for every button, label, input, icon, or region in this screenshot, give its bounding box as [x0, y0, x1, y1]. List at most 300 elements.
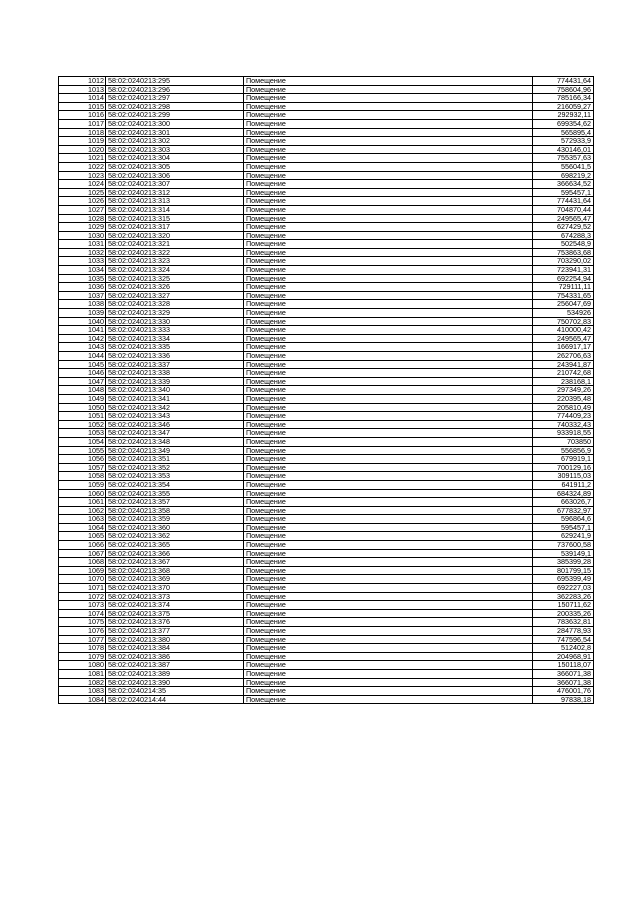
row-number-cell: 1037 — [59, 291, 106, 300]
object-type-cell: Помещение — [244, 223, 533, 232]
table-row — [59, 266, 594, 275]
cadastral-number-cell: 58:02:0240213:355 — [106, 489, 244, 498]
cadastral-value-cell: 430146,01 — [533, 145, 594, 154]
cadastral-value-cell: 362283,26 — [533, 592, 594, 601]
cadastral-number-cell: 58:02:0240213:326 — [106, 283, 244, 292]
cadastral-value-cell: 729111,11 — [533, 283, 594, 292]
cadastral-value-cell: 755357,63 — [533, 154, 594, 163]
cadastral-value-cell: 674288,3 — [533, 231, 594, 240]
row-number-cell: 1049 — [59, 394, 106, 403]
table-row — [59, 197, 594, 206]
row-number-cell: 1032 — [59, 248, 106, 257]
row-number-cell: 1027 — [59, 205, 106, 214]
row-number-cell: 1067 — [59, 549, 106, 558]
object-type-cell: Помещение — [244, 326, 533, 335]
table-row — [59, 429, 594, 438]
table-row — [59, 386, 594, 395]
cadastral-value-cell: 502548,9 — [533, 240, 594, 249]
object-type-cell: Помещение — [244, 343, 533, 352]
cadastral-value-cell: 309115,03 — [533, 472, 594, 481]
cadastral-value-cell: 572933,9 — [533, 137, 594, 146]
row-number-cell: 1043 — [59, 343, 106, 352]
cadastral-number-cell: 58:02:0240213:352 — [106, 463, 244, 472]
cadastral-value-cell: 205810,49 — [533, 403, 594, 412]
cadastral-value-cell: 692254,94 — [533, 274, 594, 283]
cadastral-number-cell: 58:02:0240213:299 — [106, 111, 244, 120]
row-number-cell: 1079 — [59, 652, 106, 661]
object-type-cell: Помещение — [244, 498, 533, 507]
cadastral-value-cell: 556856,9 — [533, 446, 594, 455]
cadastral-value-cell: 692227,03 — [533, 584, 594, 593]
row-number-cell: 1020 — [59, 145, 106, 154]
object-type-cell: Помещение — [244, 248, 533, 257]
cadastral-number-cell: 58:02:0240213:341 — [106, 394, 244, 403]
row-number-cell: 1058 — [59, 472, 106, 481]
object-type-cell: Помещение — [244, 549, 533, 558]
cadastral-number-cell: 58:02:0240213:362 — [106, 532, 244, 541]
row-number-cell: 1050 — [59, 403, 106, 412]
table-row — [59, 412, 594, 421]
cadastral-number-cell: 58:02:0240213:313 — [106, 197, 244, 206]
cadastral-number-cell: 58:02:0240213:306 — [106, 171, 244, 180]
object-type-cell: Помещение — [244, 162, 533, 171]
cadastral-value-cell: 774431,64 — [533, 197, 594, 206]
cadastral-number-cell: 58:02:0240214:44 — [106, 695, 244, 704]
row-number-cell: 1065 — [59, 532, 106, 541]
row-number-cell: 1057 — [59, 463, 106, 472]
table-row — [59, 317, 594, 326]
object-type-cell: Помещение — [244, 369, 533, 378]
table-row — [59, 498, 594, 507]
table-row — [59, 592, 594, 601]
cadastral-number-cell: 58:02:0240213:349 — [106, 446, 244, 455]
row-number-cell: 1063 — [59, 515, 106, 524]
object-type-cell: Помещение — [244, 94, 533, 103]
object-type-cell: Помещение — [244, 274, 533, 283]
object-type-cell: Помещение — [244, 420, 533, 429]
row-number-cell: 1038 — [59, 300, 106, 309]
object-type-cell: Помещение — [244, 412, 533, 421]
cadastral-number-cell: 58:02:0240213:386 — [106, 652, 244, 661]
cadastral-number-cell: 58:02:0240213:376 — [106, 618, 244, 627]
object-type-cell: Помещение — [244, 197, 533, 206]
cadastral-value-cell: 754331,65 — [533, 291, 594, 300]
cadastral-value-cell: 512402,8 — [533, 644, 594, 653]
cadastral-value-cell: 262706,63 — [533, 352, 594, 361]
object-type-cell: Помещение — [244, 334, 533, 343]
cadastral-value-cell: 249565,47 — [533, 214, 594, 223]
table-row — [59, 162, 594, 171]
row-number-cell: 1084 — [59, 695, 106, 704]
object-type-cell: Помещение — [244, 489, 533, 498]
table-row — [59, 627, 594, 636]
object-type-cell: Помещение — [244, 480, 533, 489]
object-type-cell: Помещение — [244, 446, 533, 455]
object-type-cell: Помещение — [244, 145, 533, 154]
table-row — [59, 291, 594, 300]
cadastral-number-cell: 58:02:0240213:324 — [106, 266, 244, 275]
cadastral-value-cell: 698219,2 — [533, 171, 594, 180]
cadastral-number-cell: 58:02:0240213:343 — [106, 412, 244, 421]
cadastral-value-cell: 150118,07 — [533, 661, 594, 670]
row-number-cell: 1056 — [59, 455, 106, 464]
cadastral-number-cell: 58:02:0240213:295 — [106, 77, 244, 86]
cadastral-number-cell: 58:02:0240213:296 — [106, 85, 244, 94]
cadastral-number-cell: 58:02:0240213:320 — [106, 231, 244, 240]
cadastral-value-cell: 534926 — [533, 309, 594, 318]
table-row — [59, 480, 594, 489]
cadastral-number-cell: 58:02:0240213:307 — [106, 180, 244, 189]
object-type-cell: Помещение — [244, 541, 533, 550]
object-type-cell: Помещение — [244, 119, 533, 128]
cadastral-number-cell: 58:02:0240213:366 — [106, 549, 244, 558]
row-number-cell: 1018 — [59, 128, 106, 137]
table-row — [59, 326, 594, 335]
table-row — [59, 515, 594, 524]
cadastral-value-cell: 641911,2 — [533, 480, 594, 489]
table-row — [59, 661, 594, 670]
cadastral-number-cell: 58:02:0240213:340 — [106, 386, 244, 395]
table-row — [59, 343, 594, 352]
table-row — [59, 644, 594, 653]
object-type-cell: Помещение — [244, 377, 533, 386]
cadastral-value-cell: 292932,11 — [533, 111, 594, 120]
row-number-cell: 1076 — [59, 627, 106, 636]
cadastral-value-cell: 200335,26 — [533, 609, 594, 618]
row-number-cell: 1068 — [59, 558, 106, 567]
row-number-cell: 1025 — [59, 188, 106, 197]
cadastral-value-cell: 740332,43 — [533, 420, 594, 429]
cadastral-value-cell: 737600,58 — [533, 541, 594, 550]
cadastral-number-cell: 58:02:0240213:317 — [106, 223, 244, 232]
cadastral-value-cell: 366071,38 — [533, 678, 594, 687]
cadastral-number-cell: 58:02:0240214:35 — [106, 687, 244, 696]
cadastral-value-cell: 565895,4 — [533, 128, 594, 137]
object-type-cell: Помещение — [244, 111, 533, 120]
table-row — [59, 205, 594, 214]
cadastral-number-cell: 58:02:0240213:325 — [106, 274, 244, 283]
cadastral-value-cell: 801799,15 — [533, 566, 594, 575]
cadastral-number-cell: 58:02:0240213:314 — [106, 205, 244, 214]
object-type-cell: Помещение — [244, 515, 533, 524]
cadastral-value-cell: 595457,1 — [533, 188, 594, 197]
object-type-cell: Помещение — [244, 188, 533, 197]
object-type-cell: Помещение — [244, 171, 533, 180]
cadastral-value-cell: 539149,1 — [533, 549, 594, 558]
cadastral-value-cell: 753863,68 — [533, 248, 594, 257]
object-type-cell: Помещение — [244, 472, 533, 481]
cadastral-number-cell: 58:02:0240213:368 — [106, 566, 244, 575]
table-row — [59, 274, 594, 283]
table-row — [59, 506, 594, 515]
object-type-cell: Помещение — [244, 695, 533, 704]
table-row — [59, 635, 594, 644]
table-row — [59, 137, 594, 146]
table-row — [59, 549, 594, 558]
cadastral-value-cell: 166917,17 — [533, 343, 594, 352]
object-type-cell: Помещение — [244, 558, 533, 567]
object-type-cell: Помещение — [244, 575, 533, 584]
cadastral-value-cell: 699354,62 — [533, 119, 594, 128]
row-number-cell: 1026 — [59, 197, 106, 206]
cadastral-number-cell: 58:02:0240213:301 — [106, 128, 244, 137]
cadastral-value-cell: 700129,16 — [533, 463, 594, 472]
cadastral-number-cell: 58:02:0240213:312 — [106, 188, 244, 197]
cadastral-number-cell: 58:02:0240213:351 — [106, 455, 244, 464]
object-type-cell: Помещение — [244, 128, 533, 137]
table-row — [59, 248, 594, 257]
table-row — [59, 575, 594, 584]
cadastral-number-cell: 58:02:0240213:305 — [106, 162, 244, 171]
cadastral-number-cell: 58:02:0240213:359 — [106, 515, 244, 524]
table-row — [59, 377, 594, 386]
row-number-cell: 1082 — [59, 678, 106, 687]
row-number-cell: 1021 — [59, 154, 106, 163]
table-row — [59, 77, 594, 86]
object-type-cell: Помещение — [244, 652, 533, 661]
cadastral-value-cell: 410000,42 — [533, 326, 594, 335]
cadastral-value-cell: 723941,31 — [533, 266, 594, 275]
table-row — [59, 111, 594, 120]
row-number-cell: 1052 — [59, 420, 106, 429]
cadastral-number-cell: 58:02:0240213:321 — [106, 240, 244, 249]
cadastral-number-cell: 58:02:0240213:380 — [106, 635, 244, 644]
cadastral-value-cell: 663026,7 — [533, 498, 594, 507]
cadastral-value-cell: 695399,49 — [533, 575, 594, 584]
object-type-cell: Помещение — [244, 317, 533, 326]
table-row — [59, 420, 594, 429]
object-type-cell: Помещение — [244, 601, 533, 610]
object-type-cell: Помещение — [244, 532, 533, 541]
row-number-cell: 1013 — [59, 85, 106, 94]
cadastral-number-cell: 58:02:0240213:375 — [106, 609, 244, 618]
cadastral-value-cell: 297349,26 — [533, 386, 594, 395]
object-type-cell: Помещение — [244, 231, 533, 240]
row-number-cell: 1080 — [59, 661, 106, 670]
row-number-cell: 1039 — [59, 309, 106, 318]
cadastral-number-cell: 58:02:0240213:373 — [106, 592, 244, 601]
cadastral-number-cell: 58:02:0240213:335 — [106, 343, 244, 352]
object-type-cell: Помещение — [244, 429, 533, 438]
row-number-cell: 1069 — [59, 566, 106, 575]
row-number-cell: 1014 — [59, 94, 106, 103]
table-row — [59, 609, 594, 618]
cadastral-value-cell: 256047,69 — [533, 300, 594, 309]
object-type-cell: Помещение — [244, 584, 533, 593]
cadastral-number-cell: 58:02:0240213:390 — [106, 678, 244, 687]
object-type-cell: Помещение — [244, 309, 533, 318]
object-type-cell: Помещение — [244, 205, 533, 214]
table-row — [59, 94, 594, 103]
table-row — [59, 257, 594, 266]
cadastral-number-cell: 58:02:0240213:365 — [106, 541, 244, 550]
table-row — [59, 669, 594, 678]
row-number-cell: 1053 — [59, 429, 106, 438]
cadastral-number-cell: 58:02:0240213:297 — [106, 94, 244, 103]
object-type-cell: Помещение — [244, 523, 533, 532]
object-type-cell: Помещение — [244, 300, 533, 309]
row-number-cell: 1015 — [59, 102, 106, 111]
cadastral-number-cell: 58:02:0240213:304 — [106, 154, 244, 163]
cadastral-number-cell: 58:02:0240213:322 — [106, 248, 244, 257]
object-type-cell: Помещение — [244, 257, 533, 266]
row-number-cell: 1083 — [59, 687, 106, 696]
object-type-cell: Помещение — [244, 661, 533, 670]
table-row — [59, 437, 594, 446]
row-number-cell: 1060 — [59, 489, 106, 498]
object-type-cell: Помещение — [244, 137, 533, 146]
row-number-cell: 1081 — [59, 669, 106, 678]
table-body — [59, 77, 594, 704]
row-number-cell: 1072 — [59, 592, 106, 601]
table-row — [59, 128, 594, 137]
cadastral-value-cell: 704870,44 — [533, 205, 594, 214]
cadastral-value-cell: 627429,52 — [533, 223, 594, 232]
cadastral-value-cell: 774431,64 — [533, 77, 594, 86]
table-row — [59, 231, 594, 240]
cadastral-value-cell: 758604,96 — [533, 85, 594, 94]
cadastral-value-cell: 97838,18 — [533, 695, 594, 704]
row-number-cell: 1047 — [59, 377, 106, 386]
table-row — [59, 119, 594, 128]
cadastral-number-cell: 58:02:0240213:342 — [106, 403, 244, 412]
table-row — [59, 403, 594, 412]
object-type-cell: Помещение — [244, 687, 533, 696]
table-row — [59, 102, 594, 111]
object-type-cell: Помещение — [244, 618, 533, 627]
cadastral-value-cell: 703850 — [533, 437, 594, 446]
cadastral-number-cell: 58:02:0240213:384 — [106, 644, 244, 653]
object-type-cell: Помещение — [244, 266, 533, 275]
table-row — [59, 541, 594, 550]
cadastral-number-cell: 58:02:0240213:353 — [106, 472, 244, 481]
cadastral-number-cell: 58:02:0240213:334 — [106, 334, 244, 343]
row-number-cell: 1070 — [59, 575, 106, 584]
cadastral-number-cell: 58:02:0240213:374 — [106, 601, 244, 610]
cadastral-number-cell: 58:02:0240213:328 — [106, 300, 244, 309]
table-row — [59, 240, 594, 249]
cadastral-value-cell: 210742,68 — [533, 369, 594, 378]
cadastral-number-cell: 58:02:0240213:315 — [106, 214, 244, 223]
row-number-cell: 1061 — [59, 498, 106, 507]
row-number-cell: 1033 — [59, 257, 106, 266]
row-number-cell: 1040 — [59, 317, 106, 326]
object-type-cell: Помещение — [244, 678, 533, 687]
cadastral-value-cell: 629241,9 — [533, 532, 594, 541]
row-number-cell: 1023 — [59, 171, 106, 180]
table-row — [59, 472, 594, 481]
cadastral-number-cell: 58:02:0240213:347 — [106, 429, 244, 438]
row-number-cell: 1031 — [59, 240, 106, 249]
cadastral-value-cell: 556041,5 — [533, 162, 594, 171]
table-row — [59, 214, 594, 223]
table-row — [59, 283, 594, 292]
row-number-cell: 1019 — [59, 137, 106, 146]
object-type-cell: Помещение — [244, 635, 533, 644]
row-number-cell: 1022 — [59, 162, 106, 171]
table-row — [59, 352, 594, 361]
row-number-cell: 1045 — [59, 360, 106, 369]
table-row — [59, 446, 594, 455]
row-number-cell: 1024 — [59, 180, 106, 189]
cadastral-value-cell: 596864,6 — [533, 515, 594, 524]
row-number-cell: 1064 — [59, 523, 106, 532]
object-type-cell: Помещение — [244, 506, 533, 515]
table-row — [59, 678, 594, 687]
object-type-cell: Помещение — [244, 352, 533, 361]
table-row — [59, 687, 594, 696]
cadastral-value-cell: 150711,62 — [533, 601, 594, 610]
table-row — [59, 171, 594, 180]
row-number-cell: 1016 — [59, 111, 106, 120]
row-number-cell: 1055 — [59, 446, 106, 455]
row-number-cell: 1030 — [59, 231, 106, 240]
cadastral-number-cell: 58:02:0240213:323 — [106, 257, 244, 266]
table-row — [59, 188, 594, 197]
cadastral-value-cell: 366634,52 — [533, 180, 594, 189]
row-number-cell: 1073 — [59, 601, 106, 610]
object-type-cell: Помещение — [244, 77, 533, 86]
table-row — [59, 558, 594, 567]
cadastral-number-cell: 58:02:0240213:369 — [106, 575, 244, 584]
cadastral-number-cell: 58:02:0240213:300 — [106, 119, 244, 128]
table-row — [59, 85, 594, 94]
cadastral-value-cell: 684324,89 — [533, 489, 594, 498]
table-row — [59, 309, 594, 318]
object-type-cell: Помещение — [244, 592, 533, 601]
cadastral-value-cell: 595457,1 — [533, 523, 594, 532]
cadastral-value-cell: 703290,02 — [533, 257, 594, 266]
cadastral-value-cell: 750702,83 — [533, 317, 594, 326]
object-type-cell: Помещение — [244, 394, 533, 403]
cadastral-value-cell: 774409,23 — [533, 412, 594, 421]
table-row — [59, 652, 594, 661]
object-type-cell: Помещение — [244, 437, 533, 446]
object-type-cell: Помещение — [244, 154, 533, 163]
cadastral-number-cell: 58:02:0240213:330 — [106, 317, 244, 326]
table-row — [59, 584, 594, 593]
object-type-cell: Помещение — [244, 609, 533, 618]
row-number-cell: 1042 — [59, 334, 106, 343]
table-row — [59, 145, 594, 154]
cadastral-number-cell: 58:02:0240213:298 — [106, 102, 244, 111]
row-number-cell: 1012 — [59, 77, 106, 86]
cadastral-value-cell: 284778,93 — [533, 627, 594, 636]
cadastral-value-cell: 476001,76 — [533, 687, 594, 696]
object-type-cell: Помещение — [244, 386, 533, 395]
table-row — [59, 180, 594, 189]
cadastral-number-cell: 58:02:0240213:354 — [106, 480, 244, 489]
cadastral-number-cell: 58:02:0240213:377 — [106, 627, 244, 636]
cadastral-value-cell: 366071,38 — [533, 669, 594, 678]
row-number-cell: 1059 — [59, 480, 106, 489]
row-number-cell: 1054 — [59, 437, 106, 446]
object-type-cell: Помещение — [244, 360, 533, 369]
cadastral-value-cell: 249565,47 — [533, 334, 594, 343]
cadastral-value-table — [58, 76, 594, 704]
object-type-cell: Помещение — [244, 240, 533, 249]
object-type-cell: Помещение — [244, 102, 533, 111]
cadastral-number-cell: 58:02:0240213:370 — [106, 584, 244, 593]
row-number-cell: 1066 — [59, 541, 106, 550]
cadastral-number-cell: 58:02:0240213:333 — [106, 326, 244, 335]
row-number-cell: 1046 — [59, 369, 106, 378]
row-number-cell: 1071 — [59, 584, 106, 593]
cadastral-number-cell: 58:02:0240213:329 — [106, 309, 244, 318]
row-number-cell: 1074 — [59, 609, 106, 618]
object-type-cell: Помещение — [244, 627, 533, 636]
cadastral-number-cell: 58:02:0240213:337 — [106, 360, 244, 369]
